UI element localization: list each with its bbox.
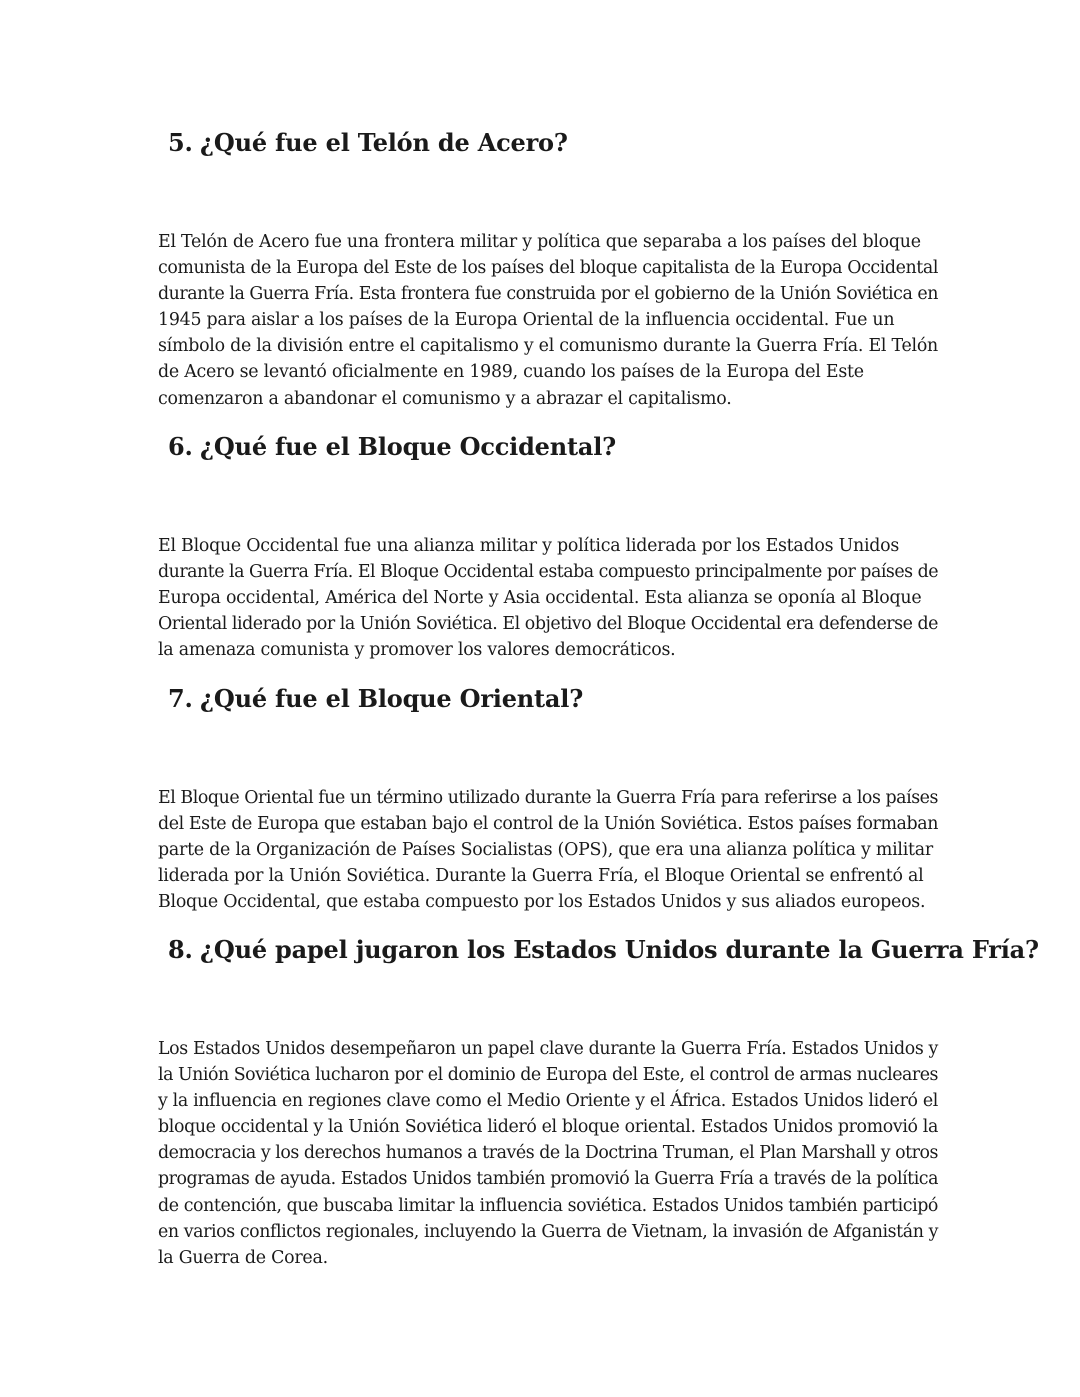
answer-line: la amenaza comunista y promover los valores democráticos. [158,640,676,661]
answer-line: El Bloque Oriental fue un término utilizado durante la Guerra Fría para referirse a los países [158,788,938,808]
answer-line: democracia y los derechos humanos a través de la Doctrina Truman, el Plan Marshall y otros [158,1143,938,1164]
answer-line: del Este de Europa que estaban bajo el control de la Unión Soviética. Estos países formaban [158,814,938,835]
answer-line: la Unión Soviética lucharon por el dominio de Europa del Este, el control de armas nucleares [158,1065,938,1086]
answer-line: liderada por la Unión Soviética. Durante la Guerra Fría, el Bloque Oriental se enfrentó al [158,866,924,887]
answer-line: parte de la Organización de Países Socialistas (OPS), que era una alianza política y militar [158,840,933,861]
answer-line: de Acero se levantó oficialmente en 1989, cuando los países de la Europa del Este [158,362,864,383]
answer-line: durante la Guerra Fría. Esta frontera fue construida por el gobierno de la Unión Soviética en [158,284,938,305]
answer-paragraph-5 [158,229,938,412]
answer-line: Bloque Occidental, que estaba compuesto por los Estados Unidos y sus aliados europeos. [158,892,926,913]
answer-line: El Telón de Acero fue una frontera militar y política que separaba a los países del bloque [158,232,921,252]
question-heading-8 [168,935,1039,965]
answer-line: El Bloque Occidental fue una alianza militar y política liderada por los Estados Unidos [158,536,900,556]
question-number: 5. [168,128,193,157]
question-text: ¿Qué fue el Telón de Acero? [200,128,568,157]
answer-line: en varios conflictos regionales, incluyendo la Guerra de Vietnam, la invasión de Afganistán y [158,1221,938,1242]
answer-line: la Guerra de Corea. [158,1247,328,1268]
answer-line: durante la Guerra Fría. El Bloque Occidental estaba compuesto principalmente por países de [158,562,938,583]
question-text: ¿Qué papel jugaron los Estados Unidos durante la Guerra Fría? [200,935,1039,964]
answer-paragraph-6 [158,533,938,663]
question-text: ¿Qué fue el Bloque Occidental? [200,432,617,461]
answer-line: programas de ayuda. Estados Unidos también promovió la Guerra Fría a través de la política [158,1169,938,1190]
answer-line: comunista de la Europa del Este de los países del bloque capitalista de la Europa Occidental [158,258,938,279]
answer-line: 1945 para aislar a los países de la Europa Oriental de la influencia occidental. Fue un [158,310,895,331]
answer-line: Europa occidental, América del Norte y Asia occidental. Esta alianza se oponía al Bloque [158,588,922,609]
question-heading-7 [168,684,583,714]
question-text: ¿Qué fue el Bloque Oriental? [200,684,584,713]
answer-line: símbolo de la división entre el capitalismo y el comunismo durante la Guerra Fría. El Telón [158,336,938,357]
answer-line: bloque occidental y la Unión Soviética lideró el bloque oriental. Estados Unidos promovió la [158,1117,938,1138]
question-heading-6 [168,432,616,462]
answer-paragraph-7 [158,785,938,915]
answer-line: Oriental liderado por la Unión Soviética. El objetivo del Bloque Occidental era defenderse de [158,614,938,635]
answer-line: de contención, que buscaba limitar la influencia soviética. Estados Unidos también participó [158,1195,938,1216]
answer-line: y la influencia en regiones clave como el Medio Oriente y el África. Estados Unidos lideró el [158,1091,938,1112]
question-number: 8. [168,935,193,964]
answer-paragraph-8 [158,1036,938,1271]
question-number: 7. [168,684,193,713]
question-heading-5 [168,128,568,158]
question-number: 6. [168,432,193,461]
answer-line: comenzaron a abandonar el comunismo y a abrazar el capitalismo. [158,388,732,409]
answer-line: Los Estados Unidos desempeñaron un papel clave durante la Guerra Fría. Estados Unidos y [158,1039,938,1059]
